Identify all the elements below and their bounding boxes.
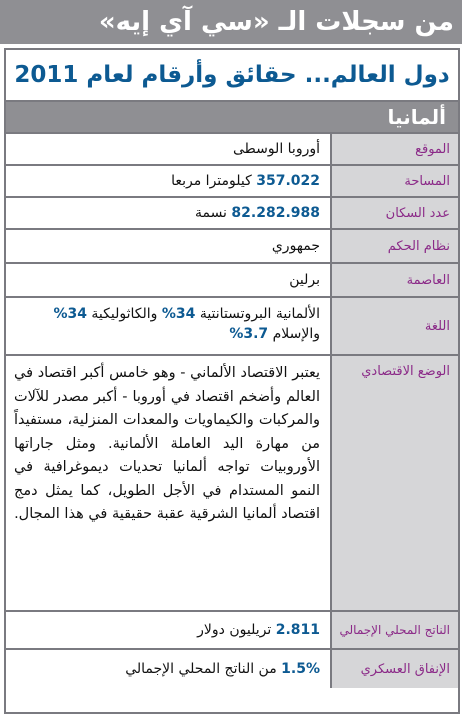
military-unit: من الناتج المحلي الإجمالي: [125, 660, 277, 677]
population-value: [6, 198, 330, 228]
population-number: 82.282.988: [231, 204, 320, 221]
country-row: [6, 102, 458, 134]
location-label: الموقع: [330, 134, 458, 164]
facts-card: [4, 48, 460, 714]
area-label: المساحة: [330, 166, 458, 196]
capital-value: برلين: [289, 271, 320, 288]
gdp-number: 2.811: [275, 621, 320, 638]
military-number: 1.5%: [281, 660, 320, 677]
gdp-unit: تريليون دولار: [197, 621, 272, 638]
gdp-label: الناتج المحلي الإجمالي: [330, 612, 458, 648]
row-government: [6, 230, 458, 264]
header-bar: [0, 0, 462, 44]
row-area: [6, 166, 458, 198]
economy-label: الوضع الاقتصادي: [330, 356, 458, 610]
language-label: اللغة: [330, 298, 458, 354]
row-capital: [6, 264, 458, 298]
row-location: [6, 134, 458, 166]
country-name: ألمانيا: [387, 105, 446, 129]
card-title: دول العالم... حقائق وأرقام لعام 2011: [14, 62, 450, 88]
location-value: أوروبا الوسطى: [232, 140, 320, 157]
row-language: [6, 298, 458, 356]
government-label: نظام الحكم: [330, 230, 458, 262]
row-economy: [6, 356, 458, 612]
language-part3: والإسلام: [272, 326, 320, 343]
card-title-row: [6, 50, 458, 102]
gdp-value: [6, 612, 330, 648]
area-number: 357.022: [256, 172, 320, 189]
economy-value: يعتبر الاقتصاد الألماني - وهو خامس أكبر اقتصاد في العالم وأضخم اقتصاد في أوروبا - أكبر مصدر للآلات والمركبات والكيماويات والمعدات المنزلية، مستفيداً من مهارة اليد العاملة الألمانية. ومثل جاراتها الأوروبيات تواجه ألمانيا تحديات ديموغرافية في النمو المستدام في الأجل الطويل، كما يمثل دمج اقتصاد ألمانيا الشرقية عقبة حقيقية في هذا المجال.: [14, 365, 320, 522]
government-value: جمهوري: [271, 237, 320, 254]
language-value: [6, 298, 330, 354]
population-label: عدد السكان: [330, 198, 458, 228]
header-title: من سجلات الـ «سي آي إيه»: [98, 7, 454, 37]
area-unit: كيلومترا مربعا: [171, 172, 252, 189]
language-part2: والكاثوليكية: [91, 306, 158, 322]
military-value: [6, 650, 330, 688]
row-military: [6, 650, 458, 688]
language-pct2: 34%: [53, 306, 87, 322]
language-pct1: 34%: [161, 306, 196, 322]
language-pct3: 3.7%: [229, 326, 269, 343]
row-gdp: [6, 612, 458, 650]
population-unit: نسمة: [194, 204, 227, 221]
military-label: الإنفاق العسكري: [330, 650, 458, 688]
row-population: [6, 198, 458, 230]
language-part1: الألمانية البروتستانتية: [199, 306, 320, 322]
capital-label: العاصمة: [330, 264, 458, 296]
area-value: [6, 166, 330, 196]
